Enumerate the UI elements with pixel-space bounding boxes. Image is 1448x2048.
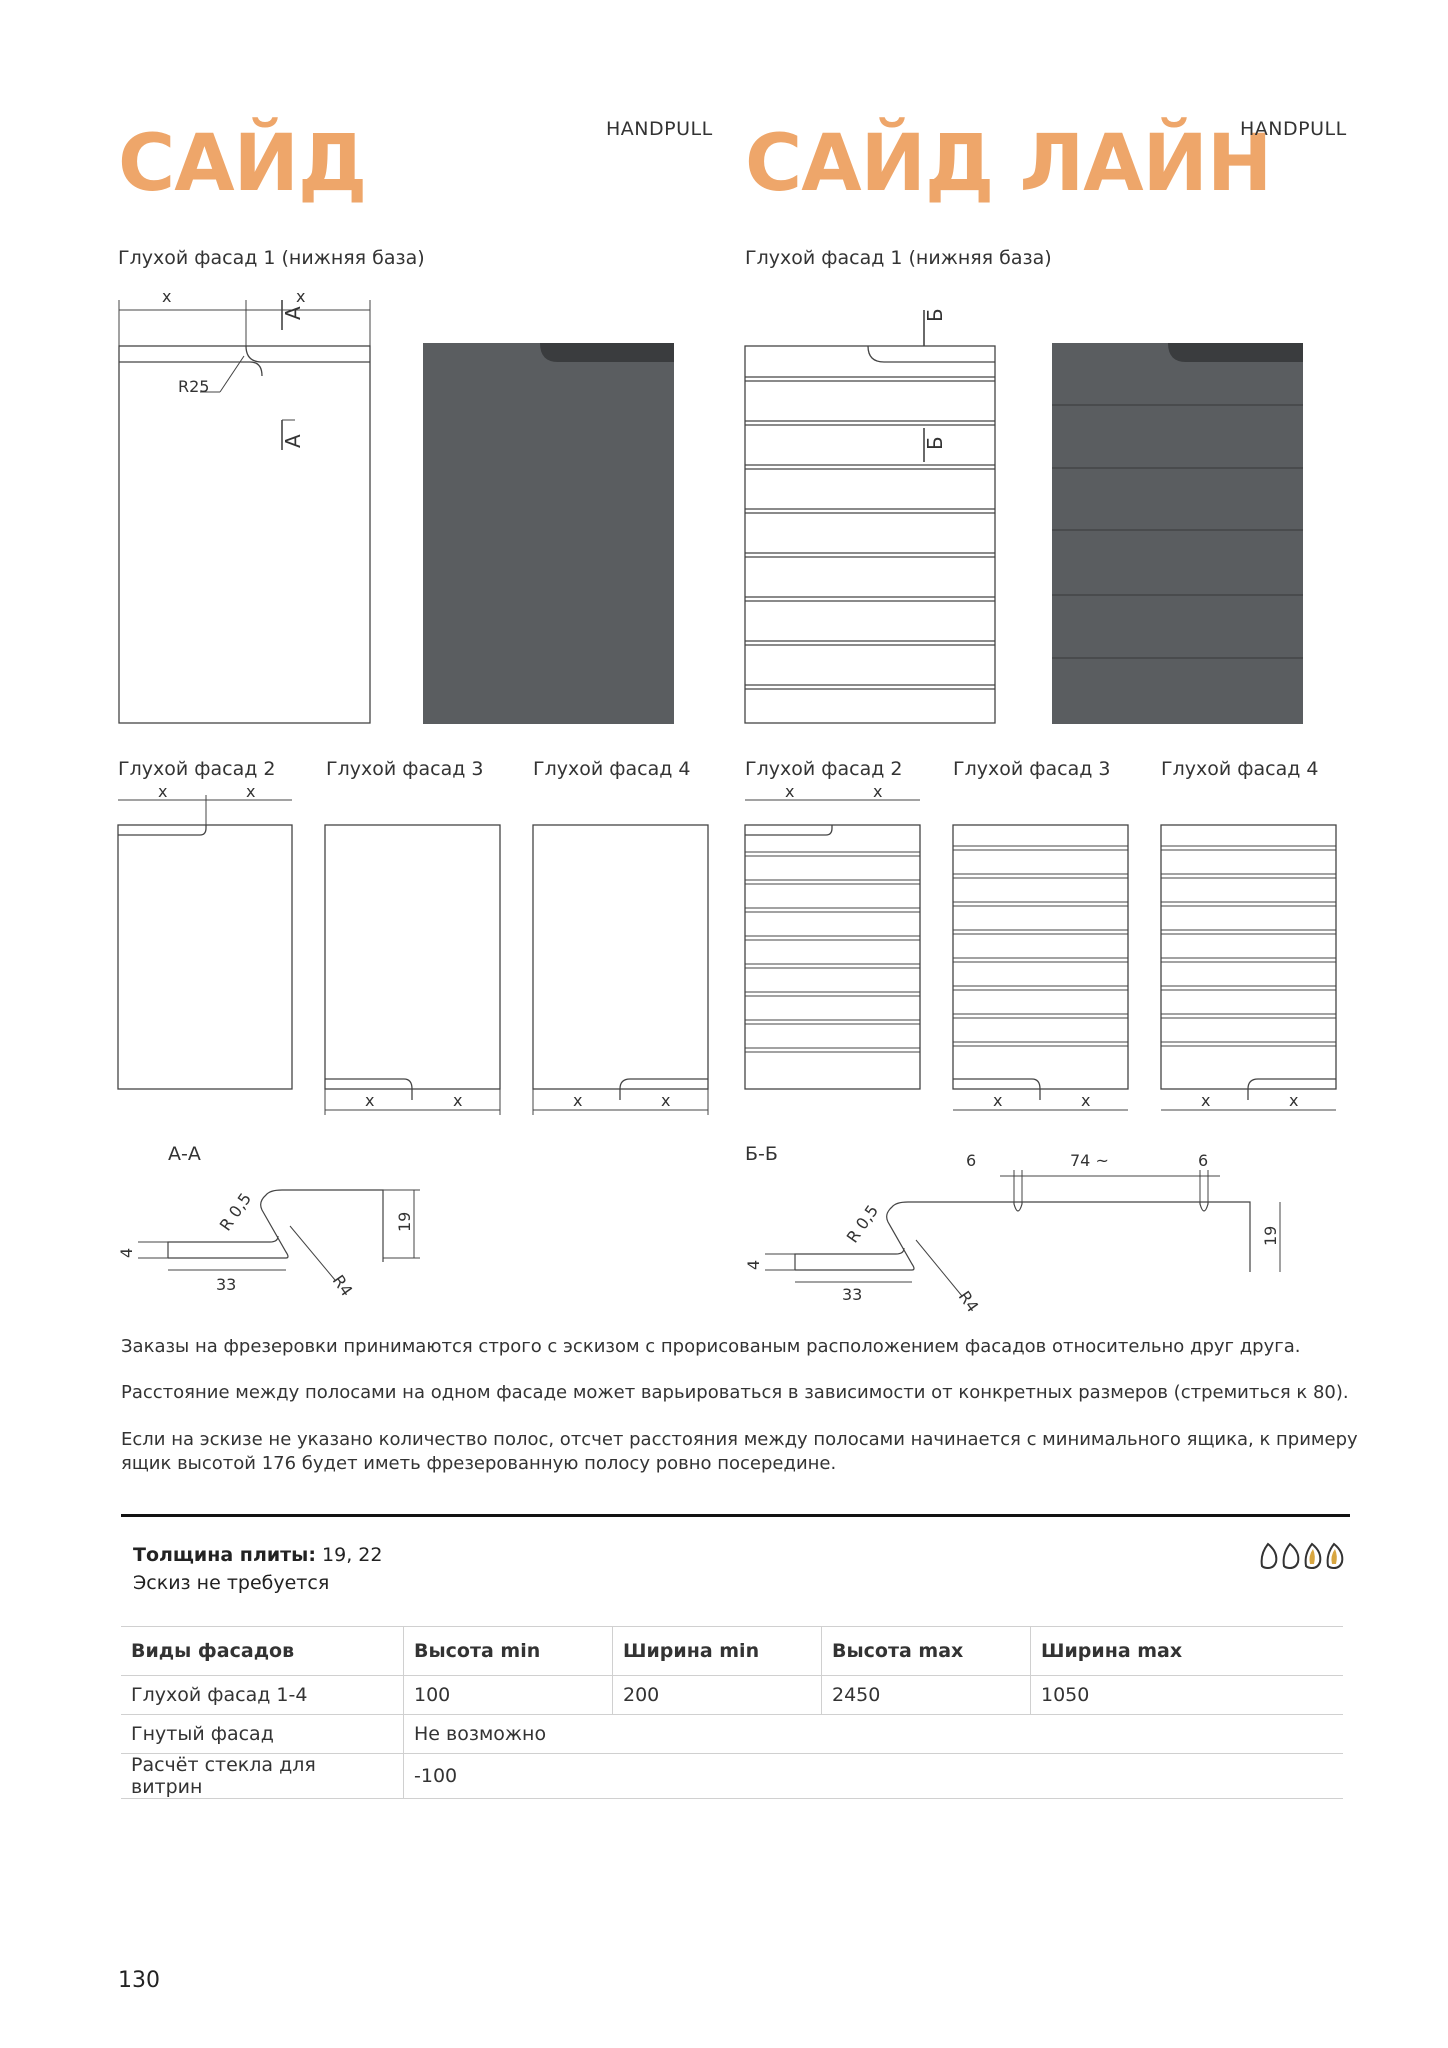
header-height-min: Высота min — [404, 1627, 613, 1676]
cell: Расчёт стекла для витрин — [121, 1754, 404, 1799]
dim-x-rf4-b: x — [1289, 1091, 1299, 1110]
thickness-line — [133, 1544, 382, 1566]
cell: -100 — [404, 1754, 1344, 1799]
section-a-r-small: R 0,5 — [215, 1189, 256, 1235]
header-height-max: Высота max — [822, 1627, 1031, 1676]
cell: 2450 — [822, 1676, 1031, 1715]
section-a-a-profile — [138, 1190, 420, 1280]
section-mark-b-bottom: Б — [923, 436, 947, 450]
cell: Гнутый фасад — [121, 1715, 404, 1754]
left-title: САЙД — [118, 119, 367, 209]
right-facade-3-outline — [953, 825, 1128, 1110]
specs-table — [121, 1626, 1343, 1799]
left-label-facade-3: Глухой фасад 3 — [326, 758, 484, 780]
section-a-a-label: А-А — [168, 1143, 201, 1165]
table-row — [121, 1715, 1343, 1754]
dim-x-f2-b: x — [246, 782, 256, 801]
dim-x-rf3-a: x — [993, 1091, 1003, 1110]
drop-outline-icon — [1262, 1544, 1277, 1568]
header-types: Виды фасадов — [121, 1627, 404, 1676]
left-facade-1-outline — [119, 346, 370, 723]
left-label-facade-2: Глухой фасад 2 — [118, 758, 276, 780]
section-b-gap-left: 6 — [966, 1151, 977, 1170]
right-facade-1-outline — [745, 310, 995, 723]
section-mark-b-top: Б — [923, 308, 947, 322]
cell: 1050 — [1031, 1676, 1344, 1715]
dim-x-rf4-a: x — [1201, 1091, 1211, 1110]
right-facade-4-outline — [1161, 825, 1336, 1110]
left-main-label: Глухой фасад 1 (нижняя база) — [118, 247, 425, 269]
right-label-facade-3: Глухой фасад 3 — [953, 758, 1111, 780]
thickness-label: Толщина плиты: — [133, 1544, 316, 1566]
cell: 100 — [404, 1676, 613, 1715]
right-label-facade-2: Глухой фасад 2 — [745, 758, 903, 780]
dim-x-f3-b: x — [453, 1091, 463, 1110]
section-a-r-large: R4 — [328, 1271, 357, 1300]
section-a-height: 19 — [395, 1211, 414, 1232]
note-2: Расстояние между полосами на одном фасаде может варьироваться в зависимости от конкретных размеров (стремиться к 80). — [121, 1382, 1349, 1403]
right-title: САЙД ЛАЙН — [745, 119, 1272, 209]
section-b-length: 33 — [842, 1285, 863, 1304]
cell: Не возможно — [404, 1715, 1344, 1754]
left-facade-2-outline — [118, 795, 292, 1089]
sketch-note: Эскиз не требуется — [133, 1572, 330, 1594]
note-1: Заказы на фрезеровки принимаются строго с эскизом с прорисованым расположением фасадов относительно друг друга. — [121, 1336, 1301, 1357]
section-b-spacing: 74 ~ — [1070, 1151, 1109, 1170]
right-facade-render — [1052, 343, 1303, 724]
header-width-max: Ширина max — [1031, 1627, 1344, 1676]
thickness-value: 19, 22 — [322, 1544, 383, 1566]
cell: 200 — [613, 1676, 822, 1715]
header-width-min: Ширина min — [613, 1627, 822, 1676]
left-tag: HANDPULL — [606, 118, 713, 140]
page-number: 130 — [118, 1968, 160, 1993]
section-b-b-label: Б-Б — [745, 1143, 778, 1165]
left-facade-render — [423, 343, 674, 724]
section-b-gap-right: 6 — [1198, 1151, 1209, 1170]
dim-x-rf3-b: x — [1081, 1091, 1091, 1110]
table-row — [121, 1754, 1343, 1799]
right-facade-2-outline — [745, 800, 920, 1089]
left-label-facade-4: Глухой фасад 4 — [533, 758, 691, 780]
left-facade-4-outline — [533, 825, 708, 1115]
dim-x-left-2: x — [296, 287, 306, 306]
dim-x-f4-b: x — [661, 1091, 671, 1110]
note-3: Если на эскизе не указано количество полос, отсчет расстояния между полосами начинается с минимального ящика, к примеру ящик высотой 176 будет иметь фрезерованную полосу ровно посередине. — [121, 1429, 1358, 1474]
section-a-length: 33 — [216, 1275, 237, 1294]
section-a-depth: 4 — [117, 1247, 136, 1258]
divider — [121, 1514, 1350, 1517]
dim-x-rf2-b: x — [873, 782, 883, 801]
table-header-row — [121, 1627, 1343, 1676]
right-main-label: Глухой фасад 1 (нижняя база) — [745, 247, 1052, 269]
right-tag: HANDPULL — [1240, 118, 1347, 140]
dim-x-left-1: x — [162, 287, 172, 306]
section-mark-a-bottom: A — [281, 434, 305, 448]
dim-radius: R25 — [178, 377, 210, 396]
drop-outline-icon — [1284, 1544, 1299, 1568]
dim-x-f3-a: x — [365, 1091, 375, 1110]
cell: Глухой фасад 1-4 — [121, 1676, 404, 1715]
dim-x-f2-a: x — [158, 782, 168, 801]
right-label-facade-4: Глухой фасад 4 — [1161, 758, 1319, 780]
section-b-depth: 4 — [744, 1259, 763, 1270]
right-small-facade-stripes — [745, 846, 1336, 1052]
section-b-r-small: R 0,5 — [842, 1201, 883, 1247]
section-b-r-large: R4 — [954, 1287, 983, 1316]
section-mark-a-top: A — [281, 306, 305, 320]
drop-icons — [1258, 1540, 1350, 1570]
dim-x-rf2-a: x — [785, 782, 795, 801]
left-facade-3-outline — [325, 825, 500, 1115]
table-row — [121, 1676, 1343, 1715]
section-b-height: 19 — [1261, 1225, 1280, 1246]
dim-x-f4-a: x — [573, 1091, 583, 1110]
section-b-b-profile — [765, 1170, 1280, 1296]
